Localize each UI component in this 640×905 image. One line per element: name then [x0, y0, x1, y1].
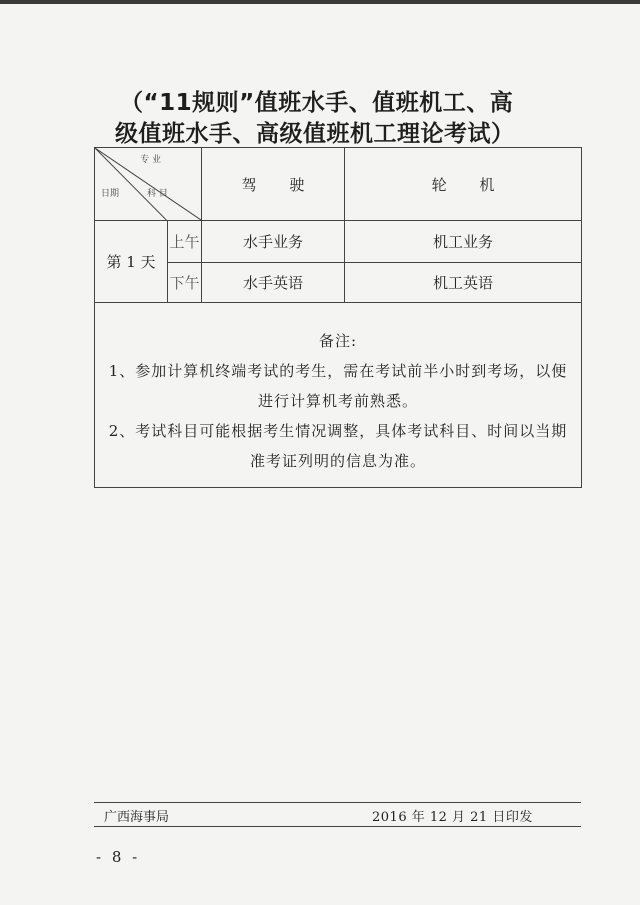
notes-item-2: 2、考试科目可能根据考生情况调整，具体考试科目、时间以当期准考证列明的信息为准。	[108, 422, 568, 470]
cell-afternoon-navigation: 水手英语	[202, 263, 345, 303]
notes-item-1: 1、参加计算机终端考试的考生，需在考试前半小时到考场，以便进行计算机考前熟悉。	[108, 362, 568, 410]
period-label-morning: 上午	[168, 221, 202, 263]
corner-label-major: 专 业	[140, 155, 161, 165]
table-header-row	[95, 148, 582, 221]
period-label-afternoon: 下午	[168, 263, 202, 303]
exam-schedule-table	[94, 147, 582, 488]
scan-top-edge	[0, 0, 640, 4]
column-header-navigation: 驾 驶	[202, 148, 345, 221]
table-row-notes	[95, 303, 582, 488]
notes-heading: 备注:	[318, 332, 358, 350]
footer-issuer: 广西海事局	[104, 810, 170, 825]
footer-date: 2016 年 12 月 21 日印发	[372, 810, 533, 825]
diagonal-header-cell	[95, 148, 202, 221]
footer-rule-bottom	[94, 826, 581, 827]
page-number: - 8 -	[96, 848, 141, 866]
corner-label-date: 日期	[101, 189, 120, 199]
cell-morning-navigation: 水手业务	[202, 221, 345, 263]
notes-cell	[95, 303, 582, 488]
corner-label-subject: 科 目	[147, 189, 168, 199]
table-row-morning	[95, 221, 582, 263]
document-title	[95, 88, 595, 150]
day-cell: 第 1 天	[95, 221, 168, 303]
cell-morning-engineering: 机工业务	[345, 221, 582, 263]
column-header-engineering: 轮 机	[345, 148, 582, 221]
title-line-2: 级值班水手、高级值班机工理论考试）	[115, 121, 515, 147]
cell-afternoon-engineering: 机工英语	[345, 263, 582, 303]
footer-rule-top	[94, 802, 581, 803]
table-row-afternoon	[95, 263, 582, 303]
title-line-1: （“11规则”值班水手、值班机工、高	[120, 90, 514, 116]
